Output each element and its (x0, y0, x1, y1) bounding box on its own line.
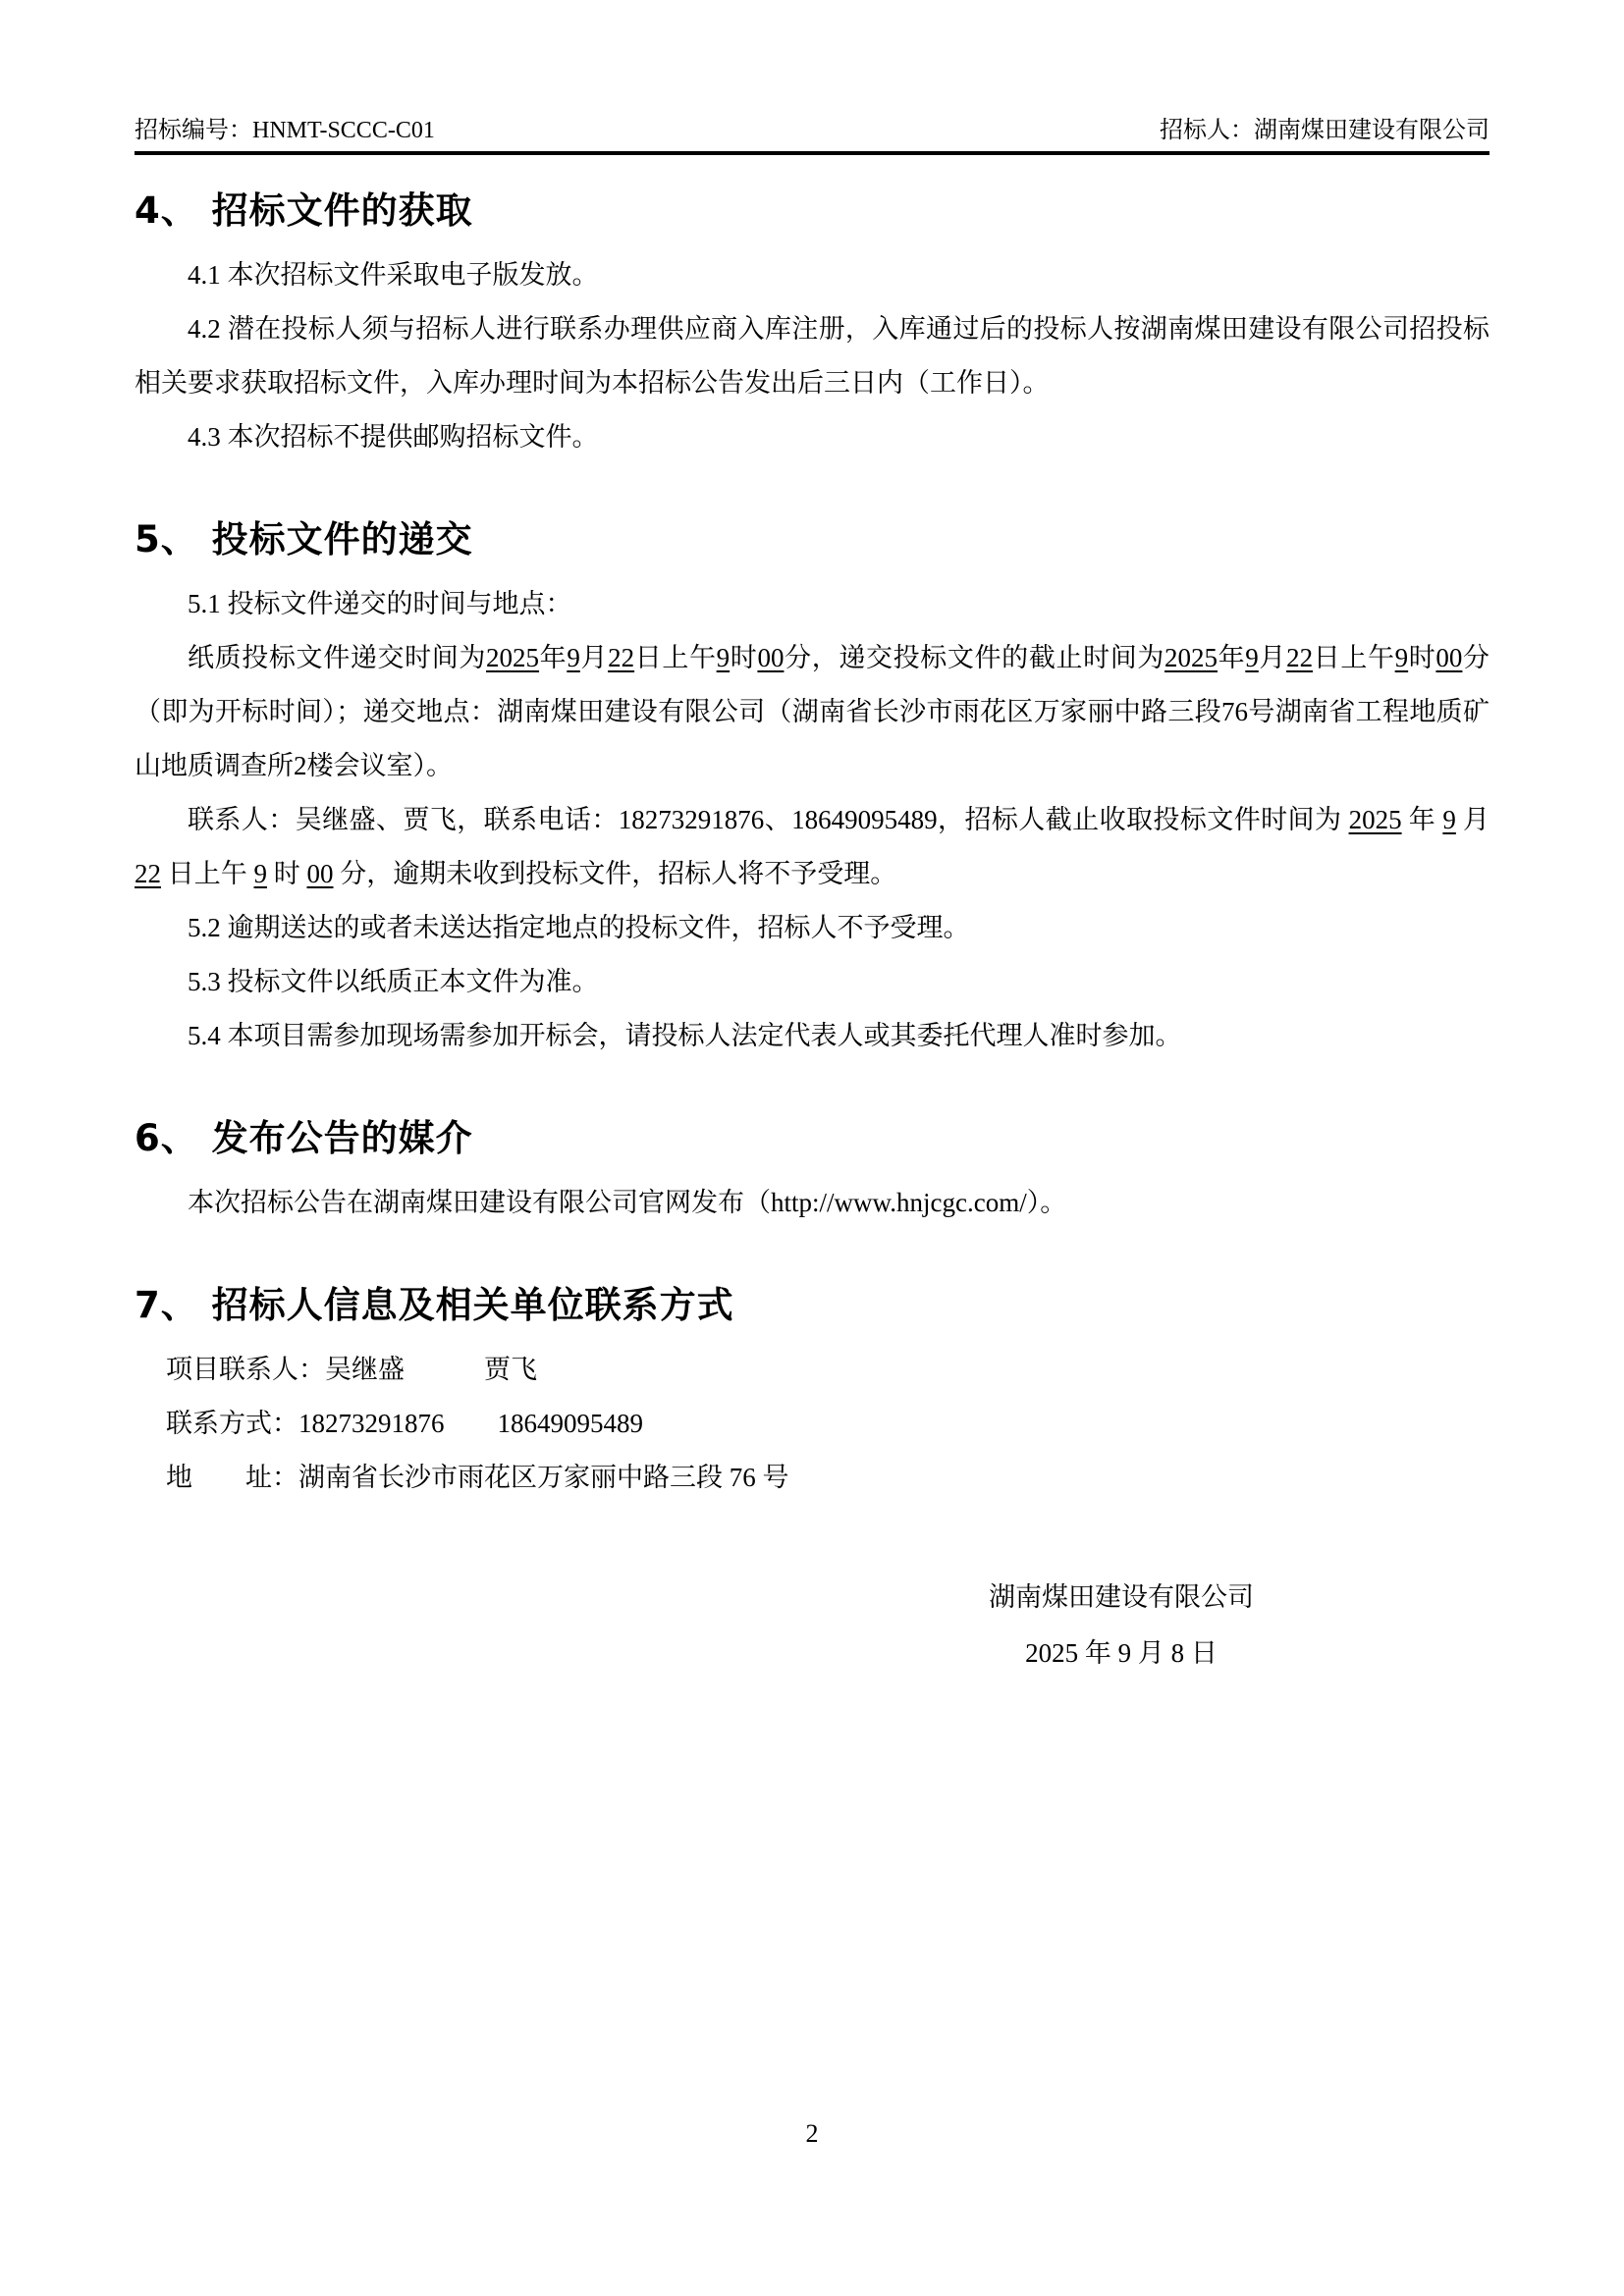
paragraph-5-1: 5.1 投标文件递交的时间与地点： (188, 589, 572, 618)
signature-block (989, 1570, 1254, 1682)
paragraph-5-contacts: 联系人：吴继盛、贾飞，联系电话：18273291876、18649095489，招标人截止收取投标文件时间为 2025 年 9 月 22 日上午 9 时 00 分，逾期未收到投标文件，招标人将不予受理。 (135, 805, 1490, 888)
paragraph-6-1: 本次招标公告在湖南煤田建设有限公司官网发布（http://www.hnjcgc.com/）。 (188, 1188, 1067, 1217)
paragraph-4-3: 4.3 本次招标不提供邮购招标文件。 (188, 422, 599, 452)
section-7-title: 7、 招标人信息及相关单位联系方式 (135, 1284, 734, 1326)
section-7-contact-info (135, 1285, 1489, 1505)
paragraph-4-2: 4.2 潜在投标人须与招标人进行联系办理供应商入库注册，入库通过后的投标人按湖南煤田建设有限公司招投标相关要求获取招标文件，入库办理时间为本招标公告发出后三日内（工作日）。 (135, 314, 1489, 398)
contact-phone-line: 联系方式：18273291876 18649095489 (166, 1409, 643, 1438)
page-number: 2 (805, 2119, 819, 2148)
signature-company: 湖南煤田建设有限公司 (989, 1582, 1254, 1612)
signature-date: 2025 年 9 月 8 日 (1025, 1638, 1218, 1668)
paragraph-5-3: 5.3 投标文件以纸质正本文件为准。 (188, 967, 599, 996)
section-6-title: 6、 发布公告的媒介 (135, 1117, 473, 1159)
section-5-title: 5、 投标文件的递交 (135, 518, 473, 561)
header-tender-number: 招标编号：HNMT-SCCC-C01 (135, 118, 435, 143)
contact-person-line: 项目联系人：吴继盛 贾飞 (166, 1355, 537, 1384)
paragraph-5-1-detail: 纸质投标文件递交时间为2025年9月22日上午9时00分，递交投标文件的截止时间为2025年9月22日上午9时00分（即为开标时间）；递交地点：湖南煤田建设有限公司（湖南省长沙市雨花区万家丽中路三段76号湖南省工程地质矿山地质调查所2楼会议室）。 (135, 643, 1490, 780)
contact-address-line: 地 址：湖南省长沙市雨花区万家丽中路三段 76 号 (166, 1463, 789, 1492)
section-4-title: 4、 招标文件的获取 (135, 189, 473, 232)
section-5-bid-submission (135, 519, 1489, 1063)
paragraph-5-2: 5.2 逾期送达的或者未送达指定地点的投标文件，招标人不予受理。 (188, 913, 970, 942)
page-header (135, 116, 1489, 155)
paragraph-5-4: 5.4 本项目需参加现场需参加开标会，请投标人法定代表人或其委托代理人准时参加。 (188, 1021, 1182, 1050)
section-4-obtaining-documents (135, 190, 1489, 464)
section-6-announcement-media (135, 1118, 1489, 1230)
header-tenderer-name: 招标人：湖南煤田建设有限公司 (1160, 118, 1489, 143)
paragraph-4-1: 4.1 本次招标文件采取电子版发放。 (188, 260, 599, 290)
